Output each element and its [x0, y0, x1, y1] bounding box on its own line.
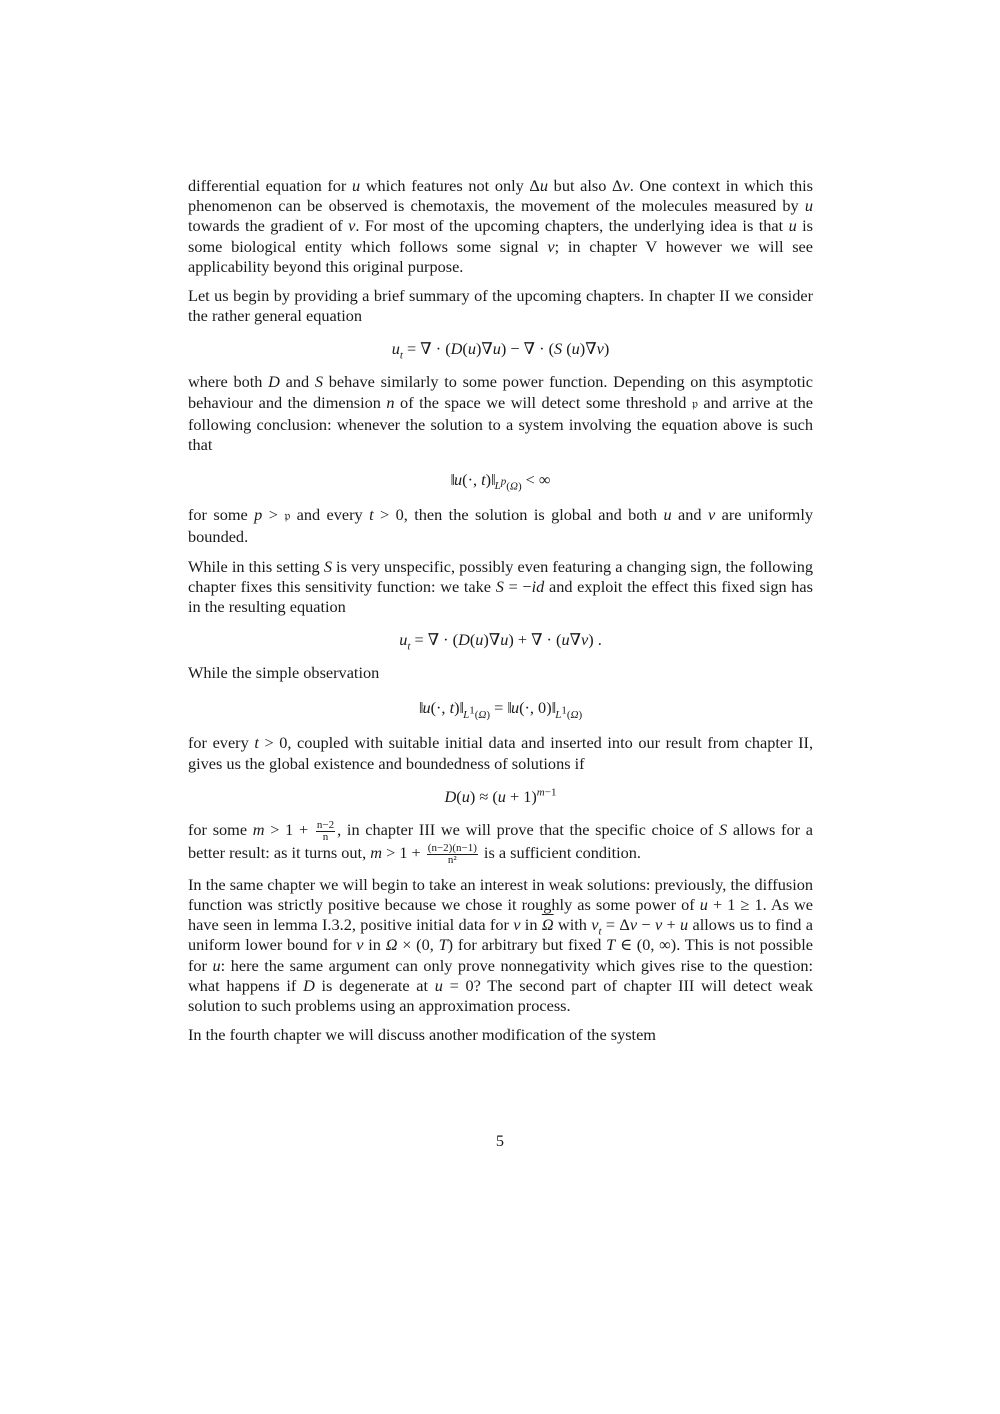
paragraph-sensitivity: While in this setting S is very unspecific, possibly even featuring a changing sign, the following chapter fixes this sensitivity function: we take S = −id and exploit the effect this fixed sign has in the resulting equation — [188, 556, 813, 617]
page-body — [188, 176, 813, 1054]
paragraph-weak-solutions: In the same chapter we will begin to take an interest in weak solutions: previously, the diffusion function was strictly positive because we chose it roughly as some power of u + 1 ≥ 1. As we have seen in lemma I.3.2, positive initial data for v in $\overline{\Omega}$ with $v_t = \Delta v - v + u$ allows us to find a uniform lower bound for v in Ω × (0, T) for arbitrary but fixed T ∈ (0, ∞). This is not possible for u: here the same argument can only prove nonnegativity which gives rise to the question: what happens if D is degenerate at u = 0? The second part of chapter III will detect weak solution to such problems using an approximation process. — [188, 874, 814, 1016]
paragraph-observation: While the simple observation — [188, 663, 380, 683]
paragraph-condition: for some m > 1 + $\frac{n-2}{n}$ , in chapter III we will prove that the specific choice of S allows for a better result: as it turns out, m > 1 + $\frac{(n-2)(n-1)}{\text{n²}}$ is a sufficient condition. — [188, 818, 813, 866]
paragraph-summary: Let us begin by providing a brief summary of the upcoming chapters. In chapter II we consider the rather general equation — [188, 286, 813, 326]
paragraph-intro: differential equation for u which features not only Δu but also Δv. One context in which this phenomenon can be observed is chemotaxis, the movement of the molecules measured by u towards the gradient of v. For most of the upcoming chapters, the underlying idea is that u is some biological entity which follows some signal v; in chapter V however we will see applicability beyond this original purpose. — [188, 176, 813, 276]
equation-fixed-sign: $u_t$ = ∇ · (D(u)∇u) + ∇ · (u∇v) . — [399, 630, 602, 653]
paragraph-fourth-chapter: In the fourth chapter we will discuss another modification of the system — [188, 1025, 656, 1045]
fraction-n-minus-2-over-n: $\frac{n-2}{n}$ — [316, 818, 335, 843]
paragraph-existence: for every t > 0, coupled with suitable initial data and inserted into our result from chapter II, gives us the global existence and boundedness of solutions if — [188, 733, 814, 773]
page-number: 5 — [495, 1131, 505, 1150]
fraction-condition: $\frac{(n-2)(n-1)}{\text{n²}}$ — [427, 841, 477, 866]
paragraph-global: for some p > 𝔭 and every t > 0, then the solution is global and both u and v are uniformly bounded. — [188, 505, 813, 547]
equation-lp-bound: ‖u(·, $t)‖_{L^p(\Omega)}$ < ∞ — [450, 470, 551, 493]
equation-diffusion: $D(u) \approx (u + 1)^{m-1}$ — [444, 786, 557, 806]
paragraph-threshold: where both D and S behave similarly to some power function. Depending on this asymptotic behaviour and the dimension n of the space we will detect some threshold 𝔭 and arrive at the following conclusion: whenever the solution to a system involving the equation above is such that — [188, 372, 814, 455]
equation-mass-conservation: ‖u(·, $t)‖_{L^1(\Omega)}$ = ‖u(·, $0)‖_{L^1(\Omega)}$ — [418, 698, 583, 721]
equation-general: $u_t$ = ∇ · (D(u)∇u) − ∇ · (S (u)∇v) — [391, 339, 610, 362]
